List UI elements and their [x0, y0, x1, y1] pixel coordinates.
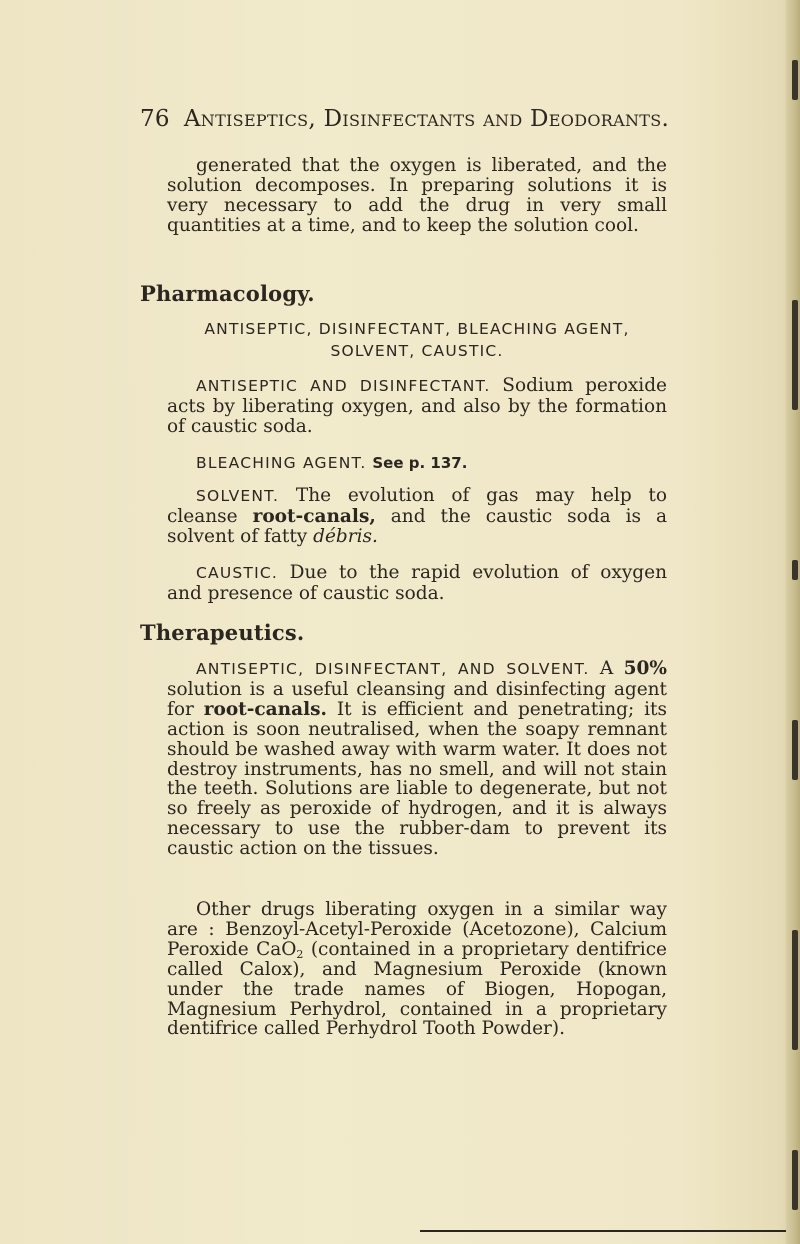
edge-mark [792, 300, 798, 410]
properties-line-2: SOLVENT, CAUSTIC. [330, 342, 504, 360]
concentration-value: 50% [623, 658, 667, 679]
caustic-text: Due to the rapid evolution of oxygen and presence of caustic soda. [167, 562, 667, 604]
formula-subscript: 2 [296, 947, 304, 961]
solvent-bold-term: root-canals, [252, 505, 376, 527]
caustic-paragraph [167, 563, 667, 604]
therapeutics-paragraph-2 [167, 900, 667, 1039]
bleaching-label: BLEACHING AGENT. [196, 454, 367, 472]
bottom-rule [420, 1230, 786, 1232]
caustic-label: CAUSTIC. [196, 564, 278, 582]
running-title: Antiseptics, Disinfectants and Deodorants. [183, 106, 670, 132]
page-edge [786, 0, 800, 1244]
pharmacology-properties [167, 318, 667, 362]
edge-mark [792, 560, 798, 580]
antiseptic-text: Sodium peroxide acts by liberating oxygen, and also by the formation of caustic soda. [167, 375, 668, 437]
therapeutics-heading: Therapeutics. [140, 620, 305, 645]
running-header [140, 106, 780, 146]
bleaching-paragraph [167, 453, 667, 474]
solvent-italic-term: débris. [313, 525, 378, 547]
para2-text-a: Other drugs liberating oxygen in a similar way are : Benzoyl-Acetyl-Peroxide (Acetozone), Calcium Peroxide CaO [167, 899, 667, 960]
antiseptic-label: ANTISEPTIC AND DISINFECTANT. [196, 377, 491, 395]
properties-line-1: ANTISEPTIC, DISINFECTANT, BLEACHING AGENT, [204, 320, 630, 338]
edge-mark [792, 720, 798, 780]
solvent-text-b: and the caustic soda is a solvent of fatty [167, 505, 667, 547]
uses-label: ANTISEPTIC, DISINFECTANT, AND SOLVENT. [196, 660, 590, 678]
antiseptic-paragraph [167, 376, 667, 437]
solvent-paragraph [167, 486, 667, 547]
solvent-label: SOLVENT. [196, 487, 280, 505]
pharmacology-heading: Pharmacology. [140, 281, 315, 306]
edge-mark [792, 1150, 798, 1210]
therapeutics-paragraph-1 [167, 659, 667, 859]
para2-text-b: (contained in a proprietary dentifrice called Calox), and Magnesium Peroxide (known under the trade names of Biogen, Hopogan, Magnesium Perhydrol, contained in a proprietary dentifrice called Perhydrol Tooth Powder). [167, 938, 667, 1040]
bleaching-reference: See p. 137. [372, 454, 468, 472]
intro-paragraph: generated that the oxygen is liberated, and the solution decomposes. In preparing solutions it is very necessary to add the drug in very small quantities at a time, and to keep the solution cool. [167, 155, 667, 236]
edge-mark [792, 930, 798, 1050]
edge-mark [792, 60, 798, 100]
solvent-text-a: The evolution of gas may help to cleanse [167, 485, 667, 527]
para1-bold-term: root-canals. [203, 698, 327, 720]
para1-text-b: solution is a useful cleansing and disinfecting agent for [167, 678, 667, 720]
para1-text-c: It is efficient and penetrating; its action is soon neutralised, when the soapy remnant should be washed away with warm water. It does not destroy instruments, has no smell, and will not stain the teeth. Solutions are liable to degenerate, but not so freely as peroxide of hydrogen, and it is always necessary to use the rubber-dam to prevent its caustic action on the tissues. [167, 698, 667, 860]
para1-text-a: A [599, 658, 614, 679]
page-number: 76 [140, 106, 170, 132]
